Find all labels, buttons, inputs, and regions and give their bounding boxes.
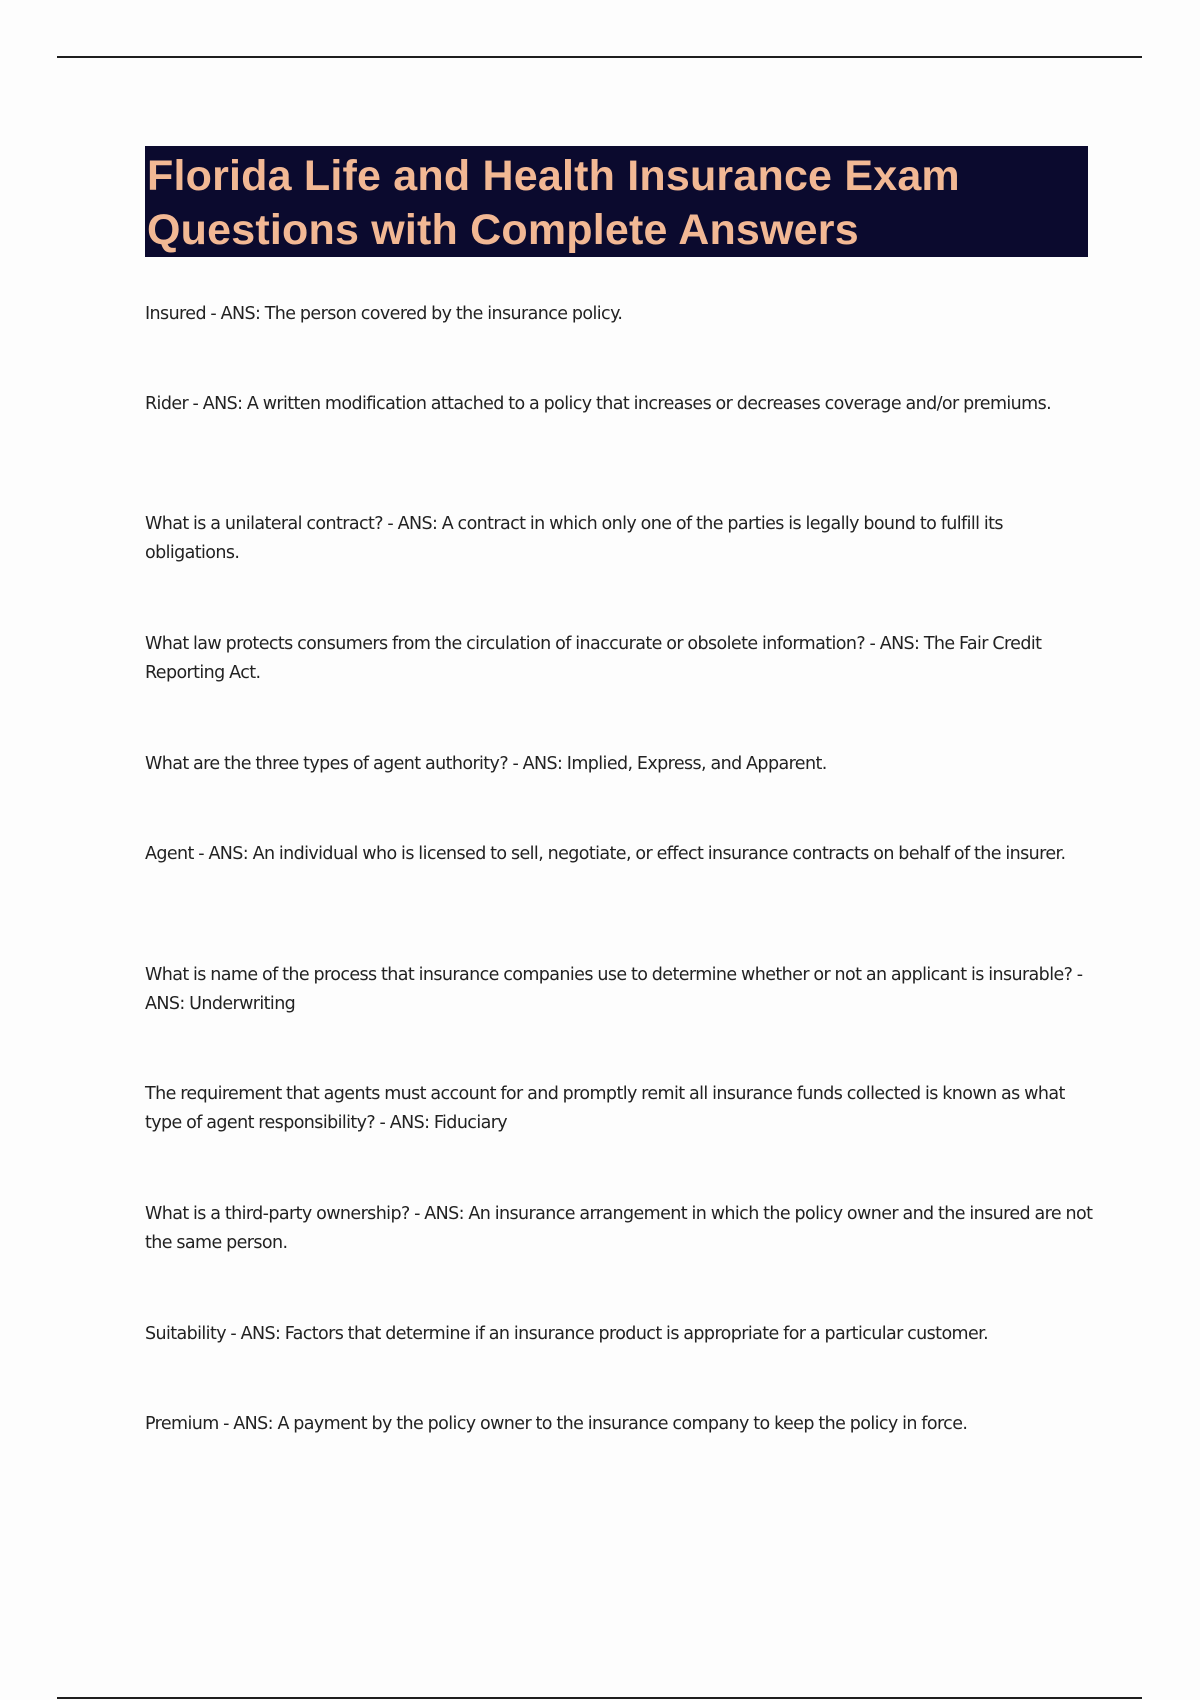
qa-item-agent-authority: What are the three types of agent authority? - ANS: Implied, Express, and Apparent. — [145, 754, 827, 774]
qa-item-insured: Insured - ANS: The person covered by the insurance policy. — [145, 304, 623, 324]
qa-item-premium: Premium - ANS: A payment by the policy owner to the insurance company to keep the policy in force. — [145, 1414, 968, 1434]
qa-item-unilateral-contract: What is a unilateral contract? - ANS: A contract in which only one of the parties is legally bound to fulfill its obligations. — [145, 514, 1003, 563]
qa-item-suitability: Suitability - ANS: Factors that determine if an insurance product is appropriate for a particular customer. — [145, 1324, 989, 1344]
qa-item-rider: Rider - ANS: A written modification attached to a policy that increases or decreases coverage and/or premiums. — [145, 394, 1052, 414]
qa-item-third-party-ownership: What is a third-party ownership? - ANS: An insurance arrangement in which the policy owner and the insured are not the same person. — [145, 1204, 1093, 1253]
qa-item-fair-credit-reporting: What law protects consumers from the circulation of inaccurate or obsolete information? - ANS: The Fair Credit Reporting Act. — [145, 634, 1042, 683]
document-title-line-2: Questions with Complete Answers — [147, 206, 859, 254]
document-title-line-1: Florida Life and Health Insurance Exam — [147, 152, 960, 200]
qa-item-fiduciary: The requirement that agents must account for and promptly remit all insurance funds collected is known as what type of agent responsibility? - ANS: Fiduciary — [145, 1084, 1065, 1133]
top-rule — [57, 56, 1142, 58]
qa-item-underwriting: What is name of the process that insurance companies use to determine whether or not an applicant is insurable? - ANS: Underwriting — [145, 965, 1083, 1014]
bottom-rule — [57, 1697, 1142, 1699]
qa-item-agent: Agent - ANS: An individual who is licensed to sell, negotiate, or effect insurance contracts on behalf of the insurer. — [145, 844, 1066, 864]
title-banner — [145, 146, 1088, 257]
